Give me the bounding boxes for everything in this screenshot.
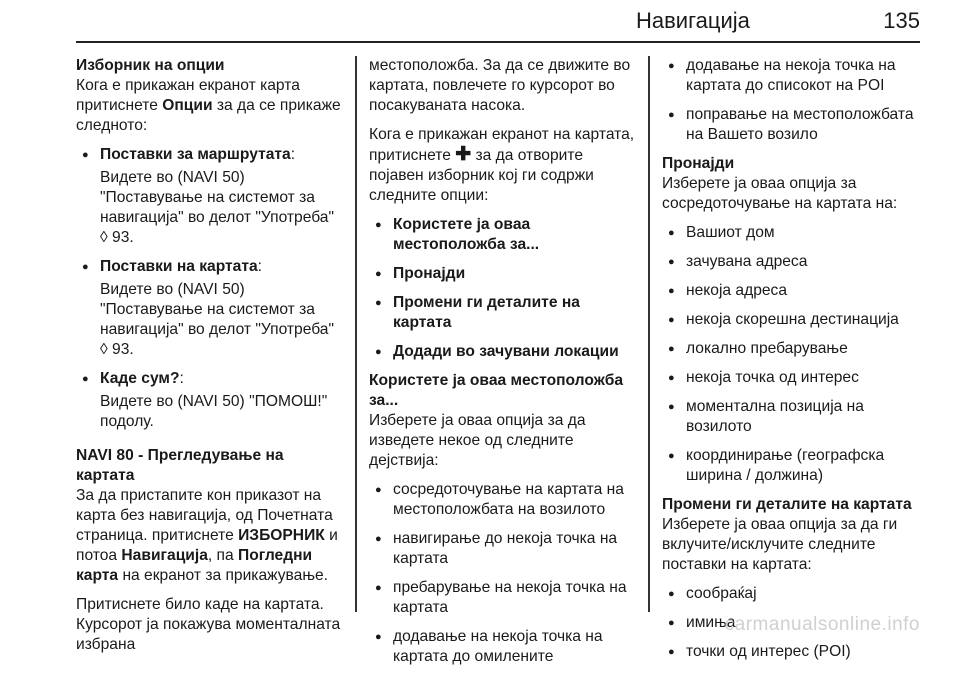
bullet-list (369, 480, 639, 667)
paragraph (76, 486, 346, 586)
bullet-list (369, 215, 639, 362)
column-2 (369, 56, 639, 676)
text: за да отворите појавен изборник кој ги содржи следните опции: (369, 147, 594, 204)
paragraph (76, 76, 346, 136)
list-item: ● додавање на некоја точка на картата до списокот на POI (662, 56, 924, 96)
list-item: ● додавање на некоја точка на картата до омилените (369, 627, 639, 667)
column-3 (662, 56, 924, 671)
bold-text: Навигација (121, 547, 208, 564)
section-heading: Пронајди (662, 155, 735, 172)
list-item: ● точки од интерес (POI) (662, 642, 924, 662)
item-desc: Видете во (NAVI 50) "Поставување на системот за навигација" во делот "Употреба" ◊ 93. (100, 281, 334, 358)
column-divider (355, 56, 357, 612)
list-item: ● некоја адреса (662, 281, 924, 301)
list-item: ● Користете ја оваа местоположба за... (369, 215, 639, 255)
text: на екранот за прикажување. (118, 567, 328, 584)
list-item: ● навигирање до некоја точка на картата (369, 529, 639, 569)
list-item: ● сообраќај (662, 584, 924, 604)
list-item: ● моментална позиција на возилото (662, 397, 924, 437)
section-heading: Промени ги деталите на картата (662, 496, 912, 513)
section-heading: Користете ја оваа местоположба за... (369, 372, 624, 409)
list-item: ● зачувана адреса (662, 252, 924, 272)
header-rule (76, 41, 920, 43)
page-header-title: Навигација (636, 8, 750, 33)
item-title: Поставки за маршрутата (100, 146, 291, 163)
list-item: ● Поставки за маршрутата: Видете во (NAVI 50) "Поставување на системот за навигација" во делот "Употреба" ◊ 93. (76, 145, 346, 248)
list-item: ● сосредоточување на картата на местоположбата на возилото (369, 480, 639, 520)
list-item: ● Пронајди (369, 264, 639, 284)
item-desc: Видете во (NAVI 50) "Поставување на системот за навигација" во делот "Употреба" ◊ 93. (100, 169, 334, 246)
list-item: ● Промени ги деталите на картата (369, 293, 639, 333)
watermark: carmanualsonline.info (724, 614, 920, 635)
paragraph: местоположба. За да се движите во картата, повлечете го курсорот во посакуваната насока. (369, 57, 631, 114)
list-item: ● локално пребарување (662, 339, 924, 359)
bold-text: Опции (162, 97, 213, 114)
item-title: Каде сум? (100, 370, 180, 387)
section-heading: Изборник на опции (76, 57, 225, 74)
text: , па (207, 547, 238, 564)
item-title: Поставки на картата (100, 258, 258, 275)
text: и потоа (76, 527, 338, 564)
paragraph: Изберете ја оваа опција за сосредоточување на картата на: (662, 175, 898, 212)
column-divider (648, 56, 650, 612)
list-item: ● Додади во зачувани локации (369, 342, 639, 362)
item-desc: Видете во (NAVI 50) "ПОМОШ!" подолу. (100, 393, 328, 430)
list-item: ● Поставки на картата: Видете во (NAVI 50) "Поставување на системот за навигација" во делот "Употреба" ◊ 93. (76, 257, 346, 360)
list-item: ● координирање (географска ширина / должина) (662, 446, 924, 486)
plus-icon: ✚ (455, 144, 472, 165)
paragraph: Изберете ја оваа опција за да ги вклучите/исклучите следните поставки на картата: (662, 516, 898, 573)
paragraph (369, 125, 639, 206)
list-item: ● Вашиот дом (662, 223, 924, 243)
text: Кога е прикажан екранот карта притиснете (76, 77, 300, 114)
list-item: ● поправање на местоположбата на Вашето возило (662, 105, 924, 145)
bullet-list (76, 145, 346, 432)
column-1 (76, 56, 346, 664)
bold-text: Погледни карта (76, 547, 313, 584)
page-number: 135 (883, 8, 920, 33)
text: за да се прикаже следното: (76, 97, 341, 134)
paragraph: Притиснете било каде на картата. Курсорот ја покажува моменталната избрана (76, 596, 341, 653)
list-item: ● некоја скорешна дестинација (662, 310, 924, 330)
bullet-list (662, 223, 924, 486)
list-item: ● пребарување на некоја точка на картата (369, 578, 639, 618)
list-item: ● Каде сум?: Видете во (NAVI 50) "ПОМОШ!" подолу. (76, 369, 346, 432)
list-item: ● имиња (662, 613, 924, 633)
list-item: ● некоја точка од интерес (662, 368, 924, 388)
text: Кога е прикажан екранот на картата, притиснете (369, 126, 635, 164)
bold-text: ИЗБОРНИК (238, 527, 325, 544)
section-heading: NAVI 80 - Прегледување на картата (76, 447, 284, 484)
bullet-list (662, 56, 924, 145)
text: За да пристапите кон приказот на карта без навигација, од Почетната страница. притиснете (76, 487, 333, 544)
paragraph: Изберете ја оваа опција за да изведете некое од следните дејствија: (369, 412, 586, 469)
